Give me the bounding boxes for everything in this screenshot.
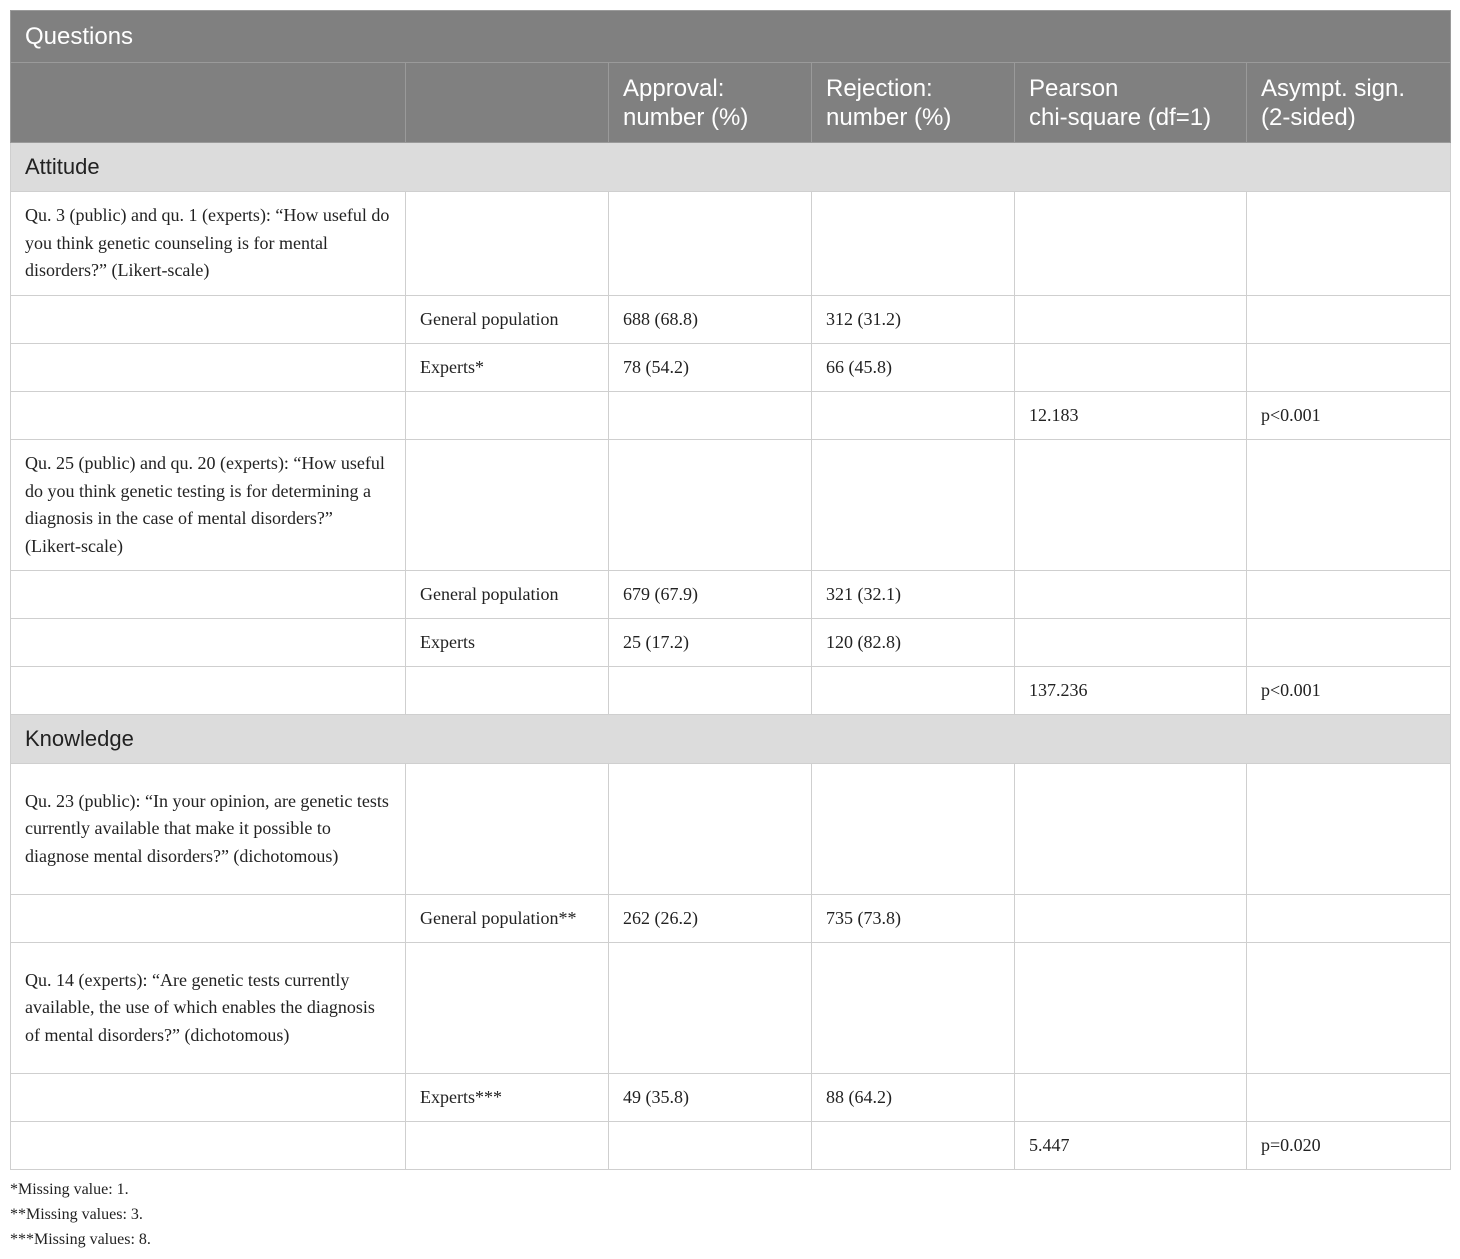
- group-label: Experts*: [406, 344, 609, 392]
- rejection-value: 735 (73.8): [812, 895, 1015, 943]
- table-title-row: [11, 11, 1451, 63]
- table-title: Questions: [11, 11, 1451, 63]
- question-text: Qu. 23 (public): “In your opinion, are genetic tests currently available that make it possible to diagnose mental disorders?” (dichotomous): [11, 764, 406, 895]
- approval-value: 679 (67.9): [609, 571, 812, 619]
- chi-square-value: 5.447: [1015, 1122, 1247, 1170]
- question-text: Qu. 25 (public) and qu. 20 (experts): “How useful do you think genetic testing is for determining a diagnosis in the case of mental disorders?” (Likert-scale): [11, 440, 406, 571]
- header-empty: [406, 63, 609, 143]
- section-row: [11, 143, 1451, 192]
- header-approval: Approval: number (%): [609, 63, 812, 143]
- section-attitude: Attitude: [11, 143, 1451, 192]
- rejection-value: 120 (82.8): [812, 619, 1015, 667]
- footnote: **Missing values: 3.: [10, 1206, 143, 1223]
- approval-value: 262 (26.2): [609, 895, 812, 943]
- results-table: [10, 10, 1451, 1170]
- header-empty: [11, 63, 406, 143]
- question-row: [11, 192, 1451, 296]
- approval-value: 25 (17.2): [609, 619, 812, 667]
- group-label: General population: [406, 571, 609, 619]
- question-text: Qu. 3 (public) and qu. 1 (experts): “How useful do you think genetic counseling is for mental disorders?” (Likert-scale): [11, 192, 406, 296]
- header-significance: Asympt. sign. (2-sided): [1247, 63, 1451, 143]
- section-knowledge: Knowledge: [11, 715, 1451, 764]
- question-text: Qu. 14 (experts): “Are genetic tests currently available, the use of which enables the diagnosis of mental disorders?” (dichotomous): [11, 943, 406, 1074]
- significance-value: p=0.020: [1247, 1122, 1451, 1170]
- group-label: General population**: [406, 895, 609, 943]
- section-row: [11, 715, 1451, 764]
- footnote: *Missing value: 1.: [10, 1181, 129, 1198]
- table-row: [11, 1074, 1451, 1122]
- column-header-row: [11, 63, 1451, 143]
- header-rejection: Rejection: number (%): [812, 63, 1015, 143]
- approval-value: 49 (35.8): [609, 1074, 812, 1122]
- table-row: [11, 571, 1451, 619]
- rejection-value: 321 (32.1): [812, 571, 1015, 619]
- group-label: Experts: [406, 619, 609, 667]
- question-row: [11, 764, 1451, 895]
- rejection-value: 66 (45.8): [812, 344, 1015, 392]
- group-label: Experts***: [406, 1074, 609, 1122]
- table-row: [11, 895, 1451, 943]
- table-row: [11, 296, 1451, 344]
- stats-row: [11, 667, 1451, 715]
- footnote: ***Missing values: 8.: [10, 1231, 151, 1248]
- table-row: [11, 344, 1451, 392]
- question-row: [11, 440, 1451, 571]
- significance-value: p<0.001: [1247, 667, 1451, 715]
- group-label: General population: [406, 296, 609, 344]
- significance-value: p<0.001: [1247, 392, 1451, 440]
- rejection-value: 88 (64.2): [812, 1074, 1015, 1122]
- footnotes: [10, 1177, 151, 1252]
- approval-value: 688 (68.8): [609, 296, 812, 344]
- approval-value: 78 (54.2): [609, 344, 812, 392]
- chi-square-value: 137.236: [1015, 667, 1247, 715]
- stats-row: [11, 1122, 1451, 1170]
- chi-square-value: 12.183: [1015, 392, 1247, 440]
- rejection-value: 312 (31.2): [812, 296, 1015, 344]
- header-chi-square: Pearson chi-square (df=1): [1015, 63, 1247, 143]
- stats-row: [11, 392, 1451, 440]
- question-row: [11, 943, 1451, 1074]
- table-row: [11, 619, 1451, 667]
